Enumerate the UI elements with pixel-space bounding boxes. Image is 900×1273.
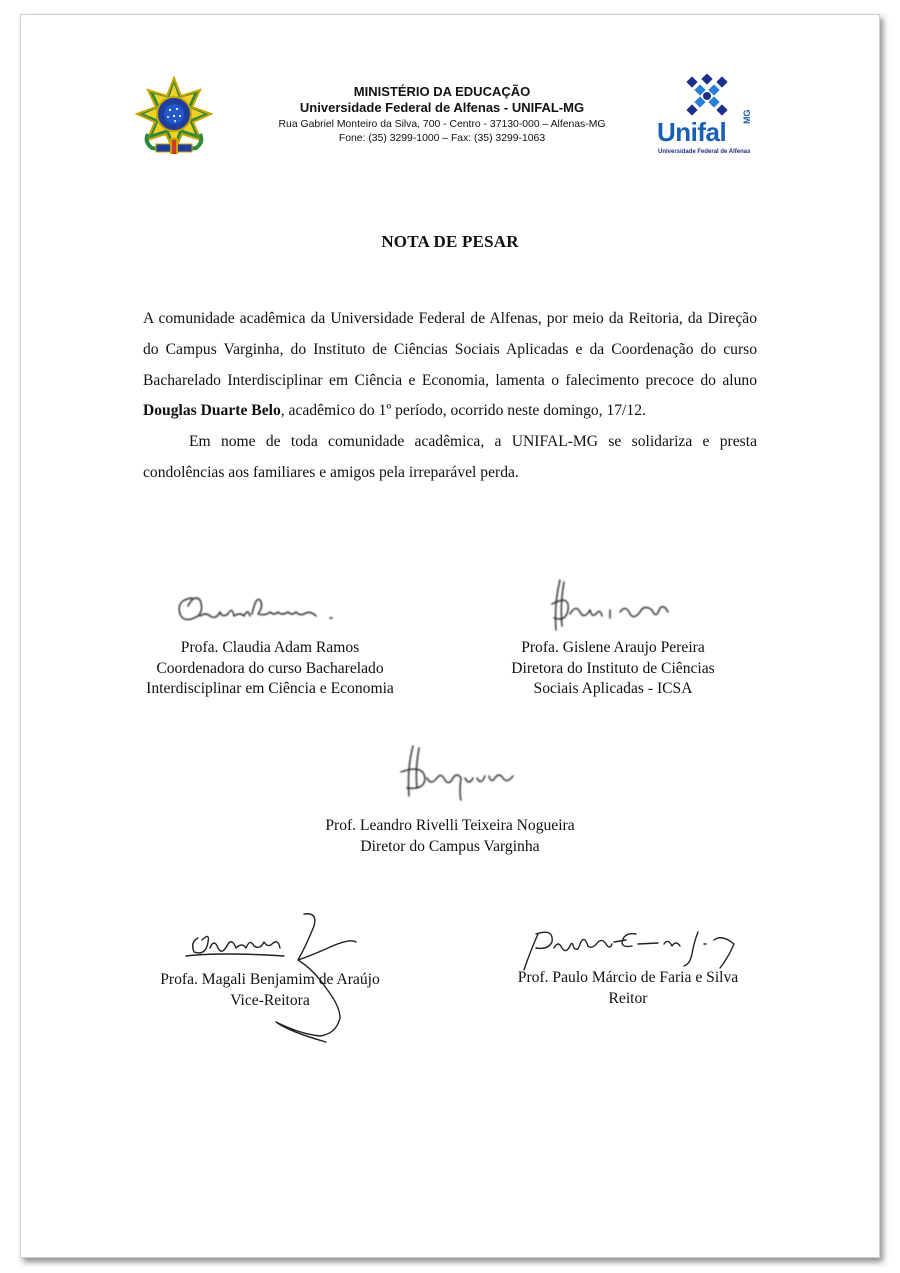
signatory-role: Interdisciplinar em Ciência e Economia (146, 680, 394, 697)
student-name: Douglas Duarte Belo (143, 402, 281, 420)
signatory-role: Reitor (608, 989, 648, 1007)
document-title: NOTA DE PESAR (381, 232, 519, 251)
unifal-mark-icon (684, 74, 730, 118)
handwritten-signature-icon (170, 586, 360, 634)
logo-wordmark: Unifal (657, 117, 727, 147)
signatory-name: Prof. Paulo Márcio de Faria e Silva (517, 969, 739, 986)
document-body (143, 304, 757, 489)
signature-block-2 (463, 638, 763, 700)
signature-block-5 (478, 968, 778, 1009)
handwritten-signature-icon (395, 738, 535, 808)
signatory-name: Profa. Magali Benjamim de Araújo (160, 971, 380, 988)
signature-block-4 (120, 970, 420, 1011)
ministry-header: MINISTÉRIO DA EDUCAÇÃO (353, 84, 531, 99)
logo-state: MG (742, 109, 752, 124)
signature-block-1 (120, 638, 420, 700)
logo-tagline: Universidade Federal de Alfenas (658, 149, 751, 155)
address-line: Rua Gabriel Monteiro da Silva, 700 - Centro - 37130-000 – Alfenas-MG (278, 119, 606, 130)
signatory-role: Diretor do Campus Varginha (360, 837, 540, 855)
signatory-name: Prof. Leandro Rivelli Teixeira Nogueira (325, 817, 575, 834)
signatory-role: Diretora do Instituto de Ciências (511, 659, 715, 677)
signatory-name: Profa. Gislene Araujo Pereira (521, 639, 705, 656)
signatory-name: Profa. Claudia Adam Ramos (180, 639, 360, 656)
document-page (20, 14, 880, 1258)
signatory-role: Sociais Aplicadas - ICSA (533, 680, 693, 697)
phone-line: Fone: (35) 3299-1000 – Fax: (35) 3299-1063 (338, 133, 546, 144)
unifal-logo (654, 74, 760, 160)
university-header: Universidade Federal de Alfenas - UNIFAL-MG (299, 100, 585, 115)
brazil-coat-of-arms-icon (134, 76, 214, 158)
handwritten-signature-icon (540, 574, 690, 636)
signatory-role: Coordenadora do curso Bacharelado (156, 659, 384, 677)
paragraph-1: A comunidade acadêmica da Universidade Federal de Alfenas, por meio da Reitoria, da Direção do Campus Varginha, do Instituto de Ciências Sociais Aplicadas e da Coordenação do curso Bacharelado Interdisciplinar em Ciência e Economia, lamenta o falecimento precoce do aluno Douglas Duarte Belo, acadêmico do 1º período, ocorrido neste domingo, 17/12. (143, 310, 757, 420)
signature-block-3 (300, 816, 600, 857)
paragraph-2: Em nome de toda comunidade acadêmica, a UNIFAL-MG se solidariza e presta condolências aos familiares e amigos pela irreparável perda. (143, 433, 757, 481)
signatory-role: Vice-Reitora (230, 991, 310, 1009)
